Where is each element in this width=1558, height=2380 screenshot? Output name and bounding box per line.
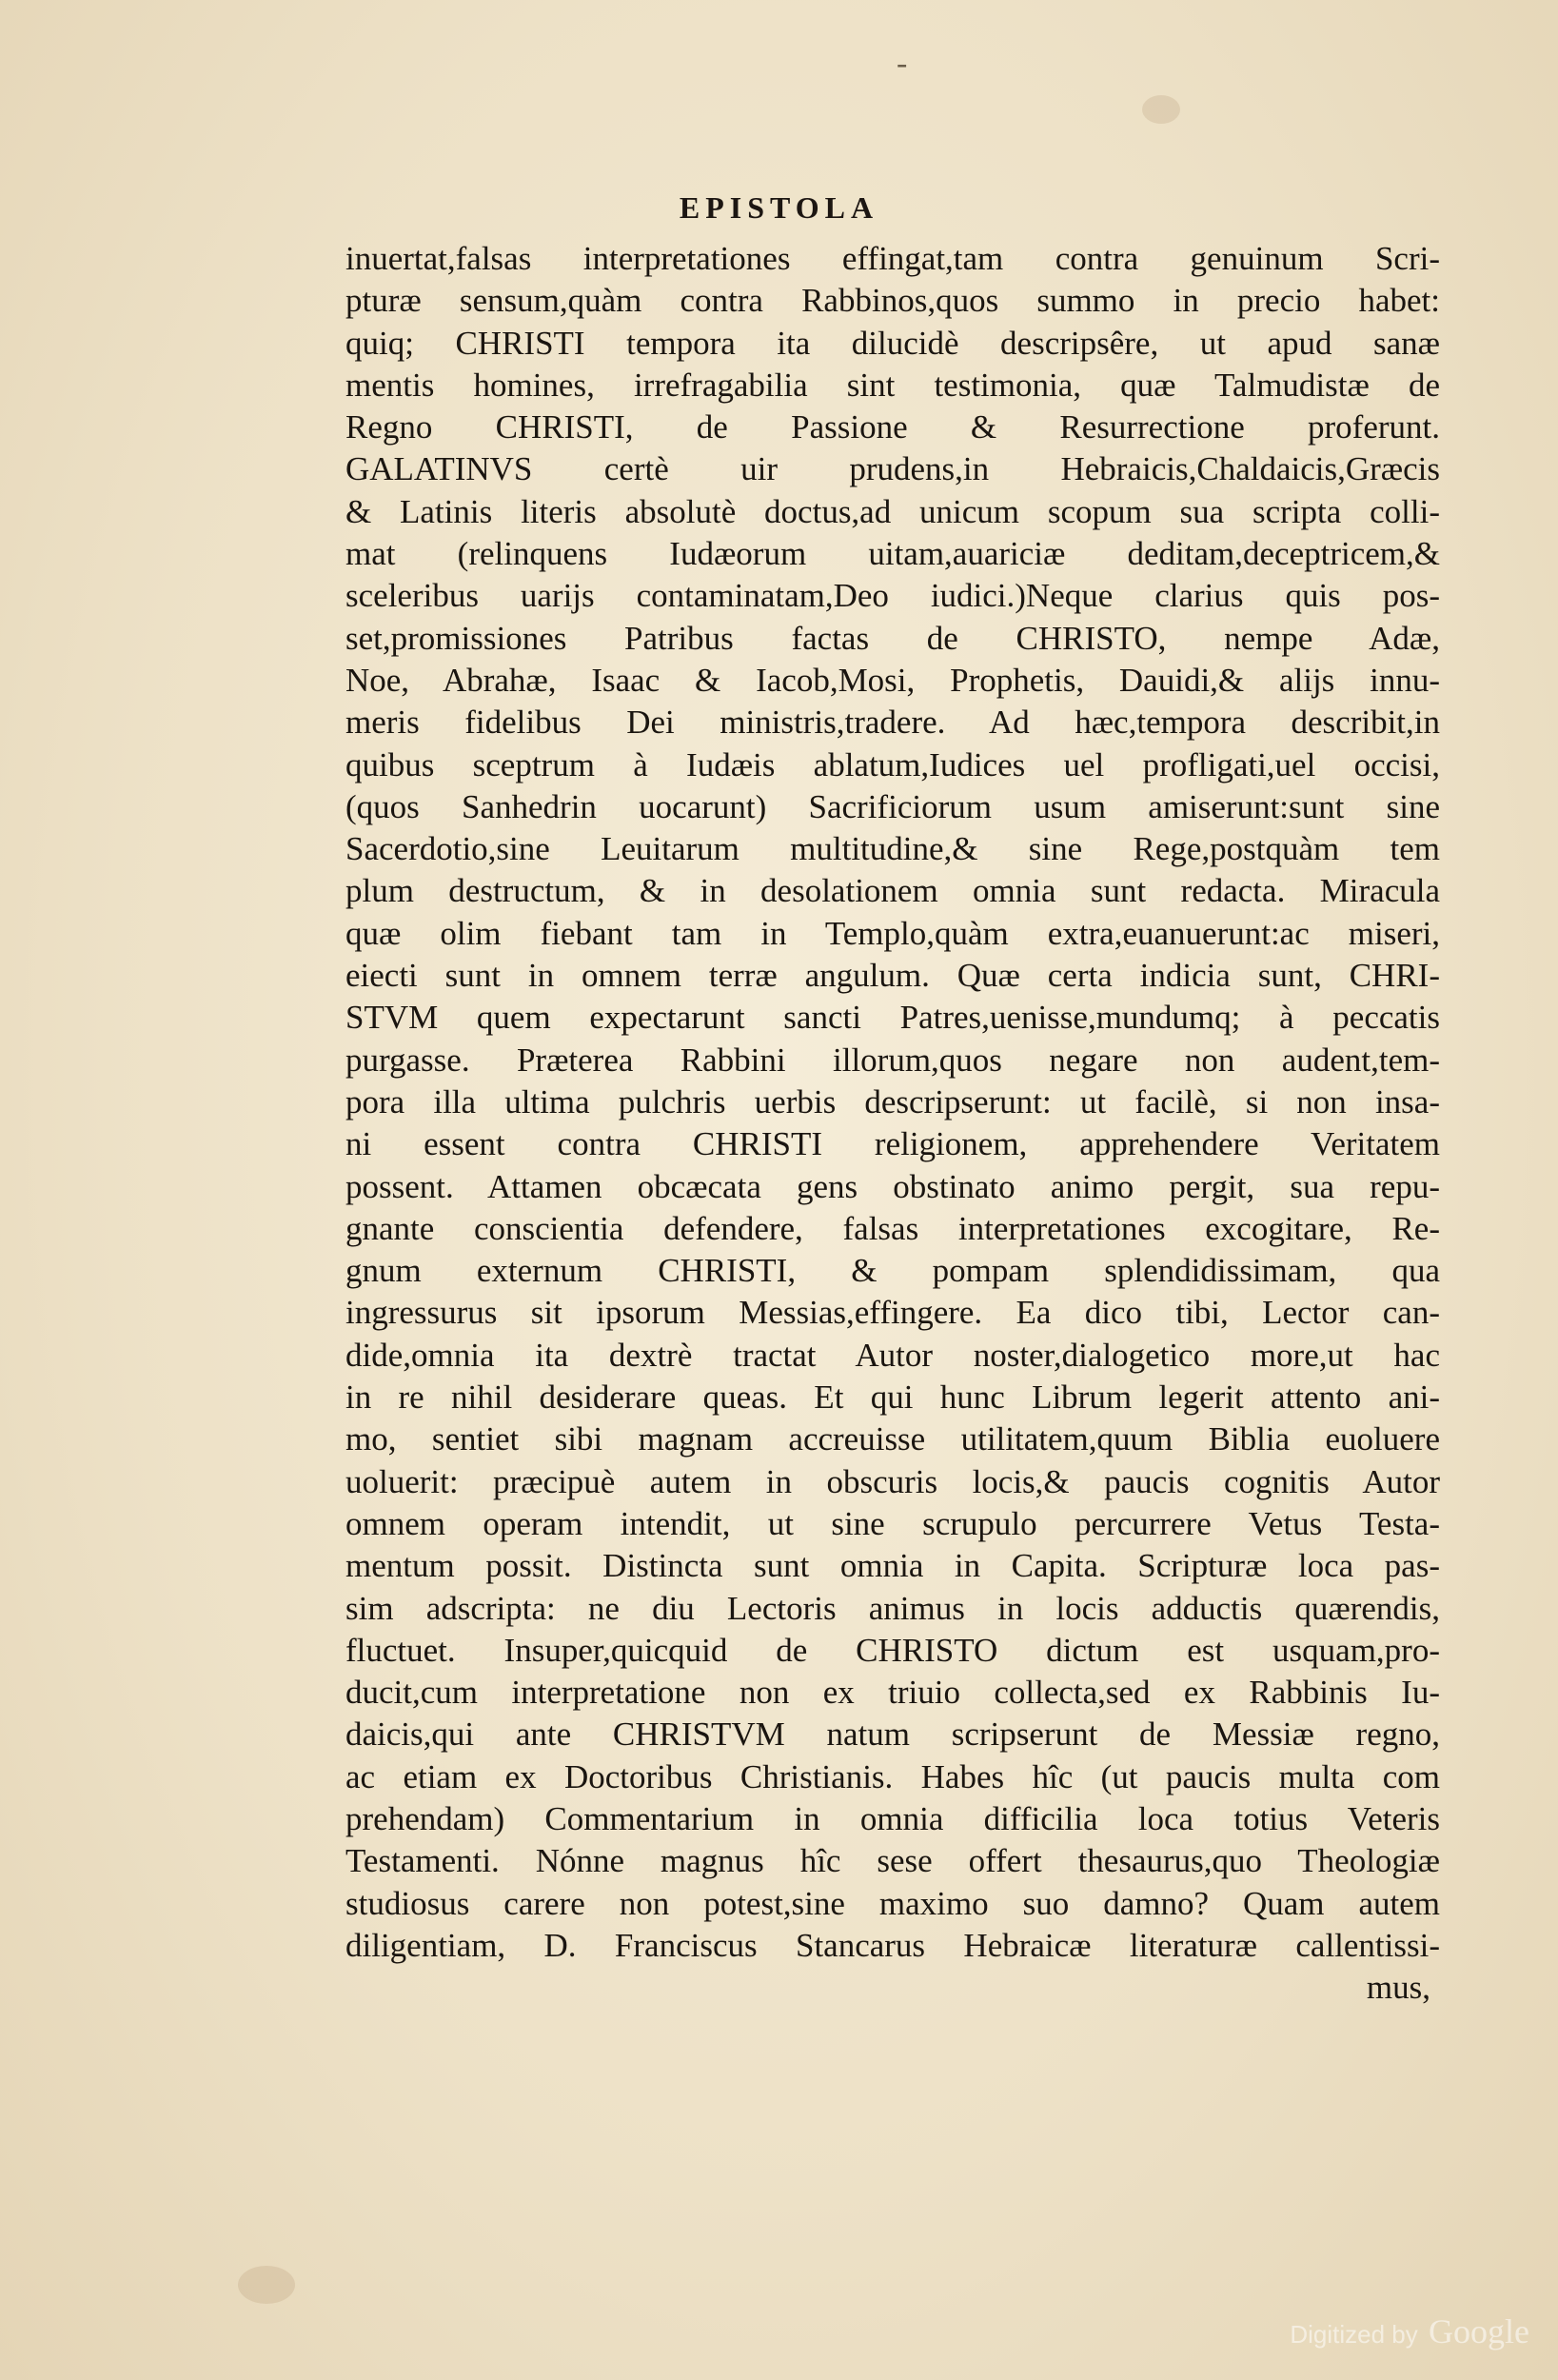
text-line: ingressurus sit ipsorum Messias,effingere. Ea dico tibi, Lector can- [345,1294,1440,1332]
text-line: uoluerit: præcipuè autem in obscuris locis,& paucis cognitis Autor [345,1462,1440,1500]
text-line: fluctuet. Insuper,quicquid de CHRISTO dictum est usquam,pro- [345,1631,1440,1669]
text-line: quæ olim fiebant tam in Templo,quàm extra,euanuerunt:ac miseri, [345,914,1440,952]
text-line: sceleribus uarijs contaminatam,Deo iudici.)Neque clarius quis pos- [345,577,1440,615]
text-line: mo, sentiet sibi magnam accreuisse utilitatem,quum Biblia euoluere [345,1420,1440,1458]
text-line: quibus sceptrum à Iudæis ablatum,Iudices uel profligati,uel occisi, [345,745,1440,783]
text-line: sim adscripta: ne diu Lectoris animus in locis adductis quærendis, [345,1589,1440,1627]
digitized-watermark [1290,2311,1529,2351]
text-line: quiq; CHRISTI tempora ita dilucidè descripsêre, ut apud sanæ [345,324,1440,362]
text-line: diligentiam, D. Franciscus Stancarus Hebraicæ literaturæ callentissi- [345,1926,1440,1964]
text-line: plum destructum, & in desolationem omnia sunt redacta. Miracula [345,872,1440,910]
text-line: Noe, Abrahæ, Isaac & Iacob,Mosi, Prophetis, Dauidi,& alijs innu- [345,661,1440,699]
body-text [345,238,1440,2009]
text-line: ac etiam ex Doctoribus Christianis. Habes hîc (ut paucis multa com [345,1757,1440,1795]
text-line: mat (relinquens Iudæorum uitam,auariciæ deditam,deceptricem,& [345,535,1440,573]
text-line: pturæ sensum,quàm contra Rabbinos,quos summo in precio habet: [345,282,1440,320]
text-line: STVM quem expectarunt sancti Patres,uenisse,mundumq; à peccatis [345,999,1440,1037]
text-line: dide,omnia ita dextrè tractat Autor noster,dialogetico more,ut hac [345,1336,1440,1374]
text-line: ni essent contra CHRISTI religionem, apprehendere Veritatem [345,1125,1440,1163]
text-line: set,promissiones Patribus factas de CHRISTO, nempe Adæ, [345,619,1440,657]
running-head: EPISTOLA [679,190,879,225]
text-line: GALATINVS certè uir prudens,in Hebraicis,Chaldaicis,Græcis [345,450,1440,488]
text-line: ducit,cum interpretatione non ex triuio collecta,sed ex Rabbinis Iu- [345,1674,1440,1712]
text-line: in re nihil desiderare queas. Et qui hunc Librum legerit attento ani- [345,1378,1440,1417]
watermark-prefix: Digitized by [1290,2320,1418,2349]
text-line: Regno CHRISTI, de Passione & Resurrectione proferunt. [345,408,1440,446]
text-line: gnante conscientia defendere, falsas interpretationes excogitare, Re- [345,1209,1440,1247]
text-line: mentis homines, irrefragabilia sint testimonia, quæ Talmudistæ de [345,366,1440,404]
text-line: daicis,qui ante CHRISTVM natum scripserunt de Messiæ regno, [345,1716,1440,1754]
paper-stain [1142,95,1180,124]
watermark-brand: Google [1429,2312,1529,2350]
paper-stain [238,2266,295,2304]
text-line: mus, [1366,1969,1430,2007]
text-line: eiecti sunt in omnem terræ angulum. Quæ certa indicia sunt, CHRI- [345,957,1440,995]
text-line: inuertat,falsas interpretationes effingat,tam contra genuinum Scri- [345,240,1440,277]
text-line: Sacerdotio,sine Leuitarum multitudine,& sine Rege,postquàm tem [345,830,1440,868]
text-line: purgasse. Præterea Rabbini illorum,quos negare non audent,tem- [345,1041,1440,1079]
text-line: pora illa ultima pulchris uerbis descripserunt: ut facilè, si non insa- [345,1082,1440,1121]
text-line: prehendam) Commentarium in omnia difficilia loca totius Veteris [345,1799,1440,1837]
text-line: meris fidelibus Dei ministris,tradere. Ad hæc,tempora describit,in [345,704,1440,742]
text-line: & Latinis literis absolutè doctus,ad unicum scopum sua scripta colli- [345,492,1440,530]
text-line: (quos Sanhedrin uocarunt) Sacrificiorum usum amiserunt:sunt sine [345,787,1440,825]
text-line: Testamenti. Nónne magnus hîc sese offert thesaurus,quo Theologiæ [345,1842,1440,1880]
text-line: gnum externum CHRISTI, & pompam splendidissimam, qua [345,1252,1440,1290]
top-mark: - [897,46,908,81]
text-line: mentum possit. Distincta sunt omnia in Capita. Scripturæ loca pas- [345,1547,1440,1585]
text-line: studiosus carere non potest,sine maximo suo damno? Quam autem [345,1884,1440,1922]
text-line: omnem operam intendit, ut sine scrupulo percurrere Vetus Testa- [345,1504,1440,1542]
text-line: possent. Attamen obcæcata gens obstinato animo pergit, sua repu- [345,1167,1440,1205]
